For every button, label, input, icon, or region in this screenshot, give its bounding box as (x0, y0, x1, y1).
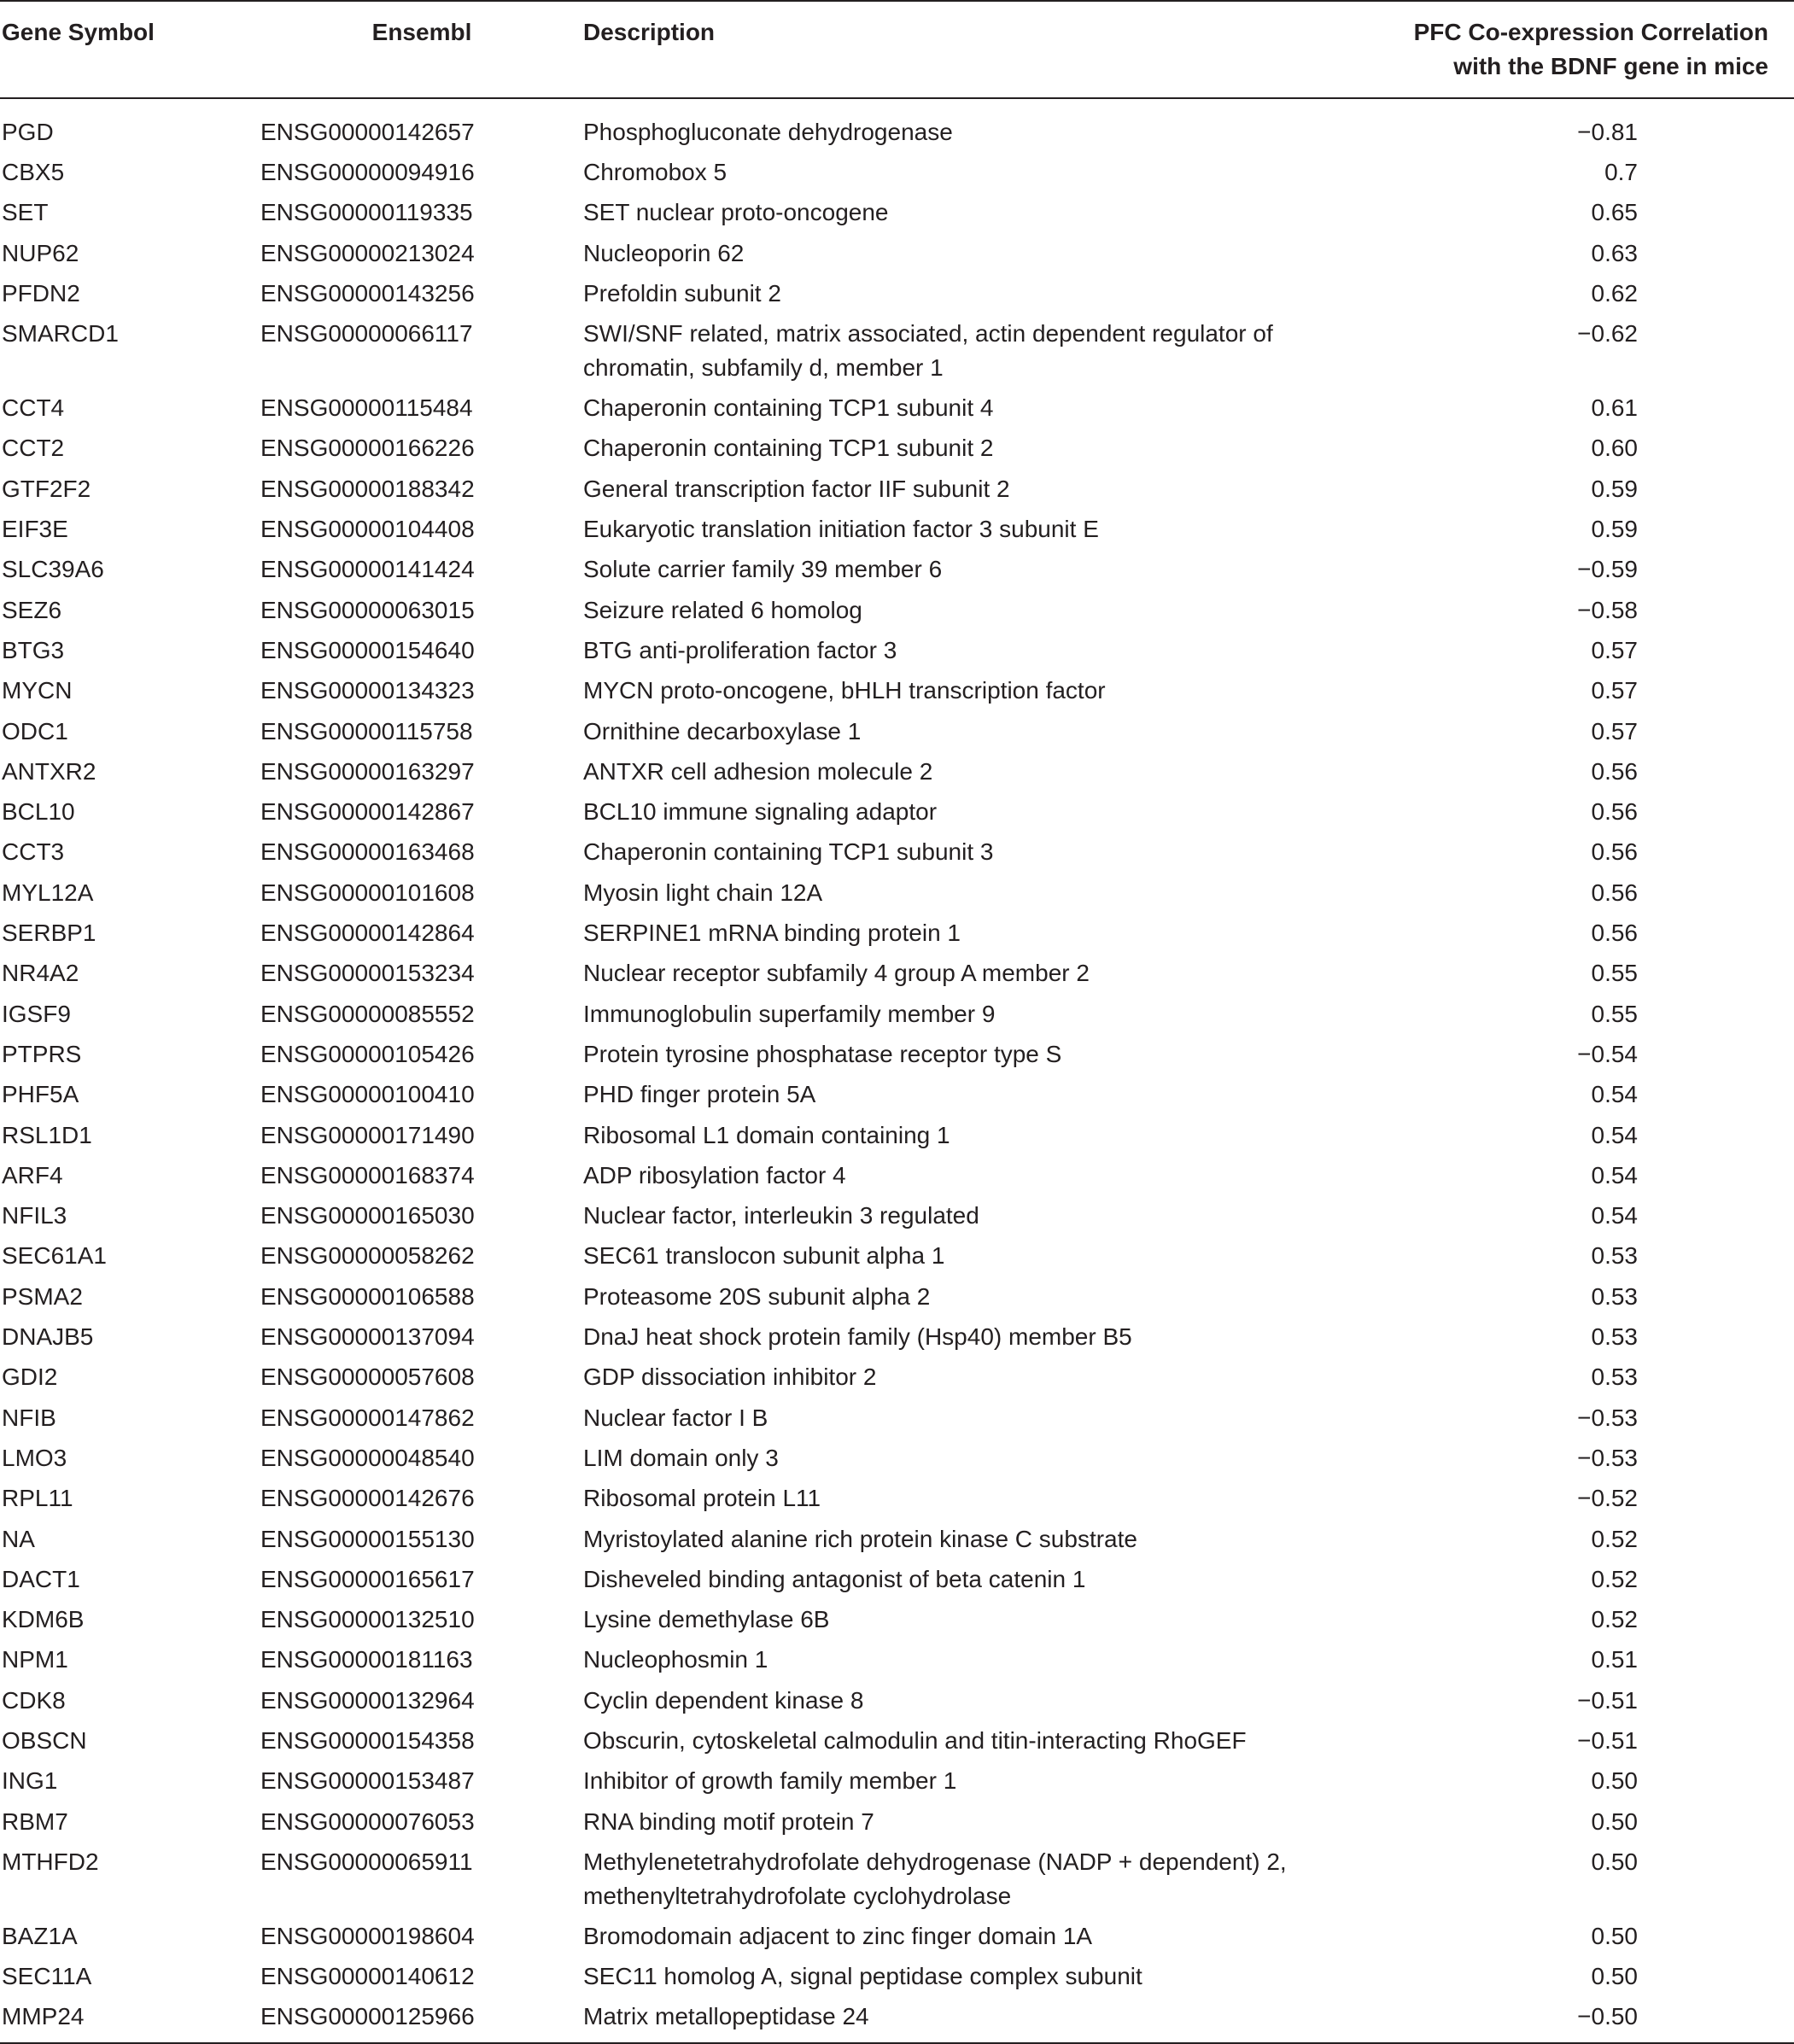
ensembl-cell: ENSG00000188342 (260, 475, 475, 502)
description-cell: Nucleophosmin 1 (583, 1646, 768, 1673)
ensembl-cell: ENSG00000134323 (260, 677, 475, 704)
table-row (0, 1193, 1794, 1233)
table-row (0, 1556, 1794, 1597)
description-cell: Methylenetetrahydrofolate dehydrogenase (NADP + dependent) 2, methenyltetrahydrofolate cyclohydrolase (583, 1848, 1287, 1909)
ensembl-cell: ENSG00000100410 (260, 1081, 475, 1108)
description-cell: Bromodomain adjacent to zinc finger domain 1A (583, 1922, 1093, 1949)
description-cell: Myristoylated alanine rich protein kinase C substrate (583, 1525, 1137, 1552)
description-cell: Nuclear factor I B (583, 1404, 768, 1431)
description-cell: MYCN proto-oncogene, bHLH transcription factor (583, 677, 1106, 704)
table-row (0, 385, 1794, 425)
gene-symbol-cell: LMO3 (2, 1444, 67, 1471)
correlation-cell: 0.55 (1591, 960, 1638, 987)
gene-symbol-cell: BTG3 (2, 636, 65, 663)
gene-symbol-cell: IGSF9 (2, 1000, 71, 1027)
gene-symbol-cell: SEC61A1 (2, 1242, 107, 1270)
gene-symbol-cell: SMARCD1 (2, 320, 119, 347)
ensembl-cell: ENSG00000166226 (260, 435, 475, 462)
ensembl-cell: ENSG00000142867 (260, 798, 475, 826)
correlation-cell: 0.60 (1591, 435, 1638, 462)
correlation-cell: 0.53 (1591, 1323, 1638, 1351)
correlation-cell: 0.56 (1591, 757, 1638, 785)
table-row (0, 1799, 1794, 1839)
correlation-cell: −0.51 (1577, 1726, 1638, 1754)
gene-symbol-cell: SEC11A (2, 1963, 92, 1990)
gene-symbol-cell: NA (2, 1525, 35, 1552)
correlation-cell: 0.52 (1591, 1606, 1638, 1633)
correlation-cell: 0.52 (1591, 1565, 1638, 1592)
header-correlation-line2: with the BDNF gene in mice (1453, 53, 1768, 79)
ensembl-cell: ENSG00000132510 (260, 1606, 475, 1633)
table-row (0, 1839, 1794, 1913)
table-header (0, 1, 1794, 98)
description-cell: Phosphogluconate dehydrogenase (583, 119, 953, 145)
description-cell: Ribosomal L1 domain containing 1 (583, 1121, 950, 1148)
correlation-cell: 0.63 (1591, 239, 1638, 266)
description-cell: Solute carrier family 39 member 6 (583, 556, 943, 583)
table-row (0, 1475, 1794, 1515)
ensembl-cell: ENSG00000213024 (260, 239, 475, 266)
ensembl-cell: ENSG00000155130 (260, 1525, 475, 1552)
correlation-cell: 0.59 (1591, 475, 1638, 502)
ensembl-cell: ENSG00000163297 (260, 757, 475, 785)
correlation-cell: −0.54 (1577, 1040, 1638, 1067)
table-row (0, 709, 1794, 749)
correlation-cell: 0.54 (1591, 1121, 1638, 1148)
description-cell: SEC61 translocon subunit alpha 1 (583, 1242, 945, 1270)
correlation-cell: 0.50 (1591, 1807, 1638, 1835)
header-correlation (1381, 1, 1794, 98)
ensembl-cell: ENSG00000163468 (260, 838, 475, 866)
correlation-cell: 0.53 (1591, 1242, 1638, 1270)
correlation-cell: 0.56 (1591, 920, 1638, 947)
description-cell: Chaperonin containing TCP1 subunit 3 (583, 838, 994, 866)
correlation-cell: 0.53 (1591, 1282, 1638, 1310)
ensembl-cell: ENSG00000048540 (260, 1444, 475, 1471)
description-cell: Inhibitor of growth family member 1 (583, 1767, 957, 1795)
description-cell: Obscurin, cytoskeletal calmodulin and titin-interacting RhoGEF (583, 1726, 1247, 1754)
gene-symbol-cell: ARF4 (2, 1161, 63, 1188)
correlation-cell: −0.81 (1577, 119, 1638, 145)
correlation-cell: 0.62 (1591, 279, 1638, 307)
description-cell: PHD finger protein 5A (583, 1081, 816, 1108)
ensembl-cell: ENSG00000140612 (260, 1963, 475, 1990)
ensembl-cell: ENSG00000057608 (260, 1364, 475, 1391)
header-gene-symbol: Gene Symbol (2, 19, 155, 45)
table-row (0, 1913, 1794, 1953)
gene-symbol-cell: CDK8 (2, 1686, 66, 1714)
description-cell: Matrix metallopeptidase 24 (583, 2003, 869, 2030)
gene-symbol-cell: NR4A2 (2, 960, 79, 987)
ensembl-cell: ENSG00000065911 (260, 1848, 473, 1875)
gene-symbol-cell: ODC1 (2, 717, 68, 745)
description-cell: DnaJ heat shock protein family (Hsp40) member B5 (583, 1323, 1132, 1351)
table-body (0, 98, 1794, 2043)
gene-symbol-cell: EIF3E (2, 516, 68, 543)
gene-symbol-cell: CCT2 (2, 435, 65, 462)
gene-symbol-cell: ING1 (2, 1767, 58, 1795)
description-cell: BCL10 immune signaling adaptor (583, 798, 938, 826)
table-row (0, 1994, 1794, 2043)
correlation-cell: 0.50 (1591, 1767, 1638, 1795)
table-row (0, 1153, 1794, 1193)
description-cell: Myosin light chain 12A (583, 879, 823, 906)
table-row (0, 1637, 1794, 1677)
table-row (0, 991, 1794, 1031)
description-cell: SWI/SNF related, matrix associated, actin dependent regulator of chromatin, subfamily d, member 1 (583, 320, 1273, 382)
correlation-cell: 0.57 (1591, 677, 1638, 704)
table-row (0, 231, 1794, 271)
ensembl-cell: ENSG00000154358 (260, 1726, 475, 1754)
table-row (0, 1395, 1794, 1435)
table-row (0, 1113, 1794, 1153)
description-cell: Nuclear receptor subfamily 4 group A member 2 (583, 960, 1090, 987)
gene-symbol-cell: NFIB (2, 1404, 56, 1431)
gene-symbol-cell: MTHFD2 (2, 1848, 99, 1875)
table-row (0, 466, 1794, 506)
ensembl-cell: ENSG00000132964 (260, 1686, 475, 1714)
ensembl-cell: ENSG00000058262 (260, 1242, 475, 1270)
ensembl-cell: ENSG00000115758 (260, 717, 473, 745)
correlation-cell: 0.59 (1591, 516, 1638, 543)
ensembl-cell: ENSG00000085552 (260, 1000, 475, 1027)
description-cell: General transcription factor IIF subunit 2 (583, 475, 1010, 502)
ensembl-cell: ENSG00000154640 (260, 636, 475, 663)
gene-symbol-cell: SERBP1 (2, 920, 96, 947)
description-cell: Lysine demethylase 6B (583, 1606, 830, 1633)
description-cell: LIM domain only 3 (583, 1444, 779, 1471)
header-correlation-line1: PFC Co-expression Correlation (1413, 19, 1768, 45)
table-row (0, 1274, 1794, 1314)
table-row (0, 506, 1794, 546)
description-cell: SEC11 homolog A, signal peptidase complex subunit (583, 1963, 1142, 1990)
ensembl-cell: ENSG00000142864 (260, 920, 475, 947)
correlation-cell: −0.59 (1577, 556, 1638, 583)
description-cell: GDP dissociation inhibitor 2 (583, 1364, 877, 1391)
ensembl-cell: ENSG00000101608 (260, 879, 475, 906)
gene-symbol-cell: NUP62 (2, 239, 79, 266)
ensembl-cell: ENSG00000063015 (260, 596, 475, 623)
correlation-cell: 0.54 (1591, 1081, 1638, 1108)
table-row (0, 546, 1794, 587)
header-ensembl: Ensembl (371, 19, 472, 45)
correlation-cell: 0.56 (1591, 879, 1638, 906)
description-cell: SERPINE1 mRNA binding protein 1 (583, 920, 961, 947)
gene-symbol-cell: NFIL3 (2, 1202, 67, 1229)
table-row (0, 425, 1794, 465)
correlation-cell: −0.50 (1577, 2003, 1638, 2030)
description-cell: Eukaryotic translation initiation factor 3 subunit E (583, 516, 1099, 543)
table-row (0, 1354, 1794, 1394)
table-row (0, 1435, 1794, 1475)
correlation-cell: 0.51 (1591, 1646, 1638, 1673)
description-cell: RNA binding motif protein 7 (583, 1807, 874, 1835)
gene-symbol-cell: GDI2 (2, 1364, 58, 1391)
ensembl-cell: ENSG00000105426 (260, 1040, 475, 1067)
header-row (0, 1, 1794, 98)
ensembl-cell: ENSG00000153234 (260, 960, 475, 987)
ensembl-cell: ENSG00000181163 (260, 1646, 473, 1673)
table-row (0, 1718, 1794, 1758)
ensembl-cell: ENSG00000066117 (260, 320, 473, 347)
gene-symbol-cell: RPL11 (2, 1485, 73, 1512)
ensembl-cell: ENSG00000171490 (260, 1121, 475, 1148)
correlation-cell: 0.61 (1591, 394, 1638, 422)
gene-symbol-cell: SEZ6 (2, 596, 62, 623)
gene-symbol-cell: NPM1 (2, 1646, 68, 1673)
correlation-cell: 0.50 (1591, 1848, 1638, 1875)
correlation-cell: 0.50 (1591, 1963, 1638, 1990)
table-row (0, 587, 1794, 628)
gene-symbol-cell: PGD (2, 119, 54, 145)
ensembl-cell: ENSG00000165617 (260, 1565, 475, 1592)
ensembl-cell: ENSG00000141424 (260, 556, 475, 583)
description-cell: Cyclin dependent kinase 8 (583, 1686, 864, 1714)
correlation-cell: 0.54 (1591, 1202, 1638, 1229)
description-cell: ADP ribosylation factor 4 (583, 1161, 846, 1188)
gene-symbol-cell: MYL12A (2, 879, 94, 906)
gene-symbol-cell: DACT1 (2, 1565, 80, 1592)
ensembl-cell: ENSG00000165030 (260, 1202, 475, 1229)
correlation-cell: 0.56 (1591, 838, 1638, 866)
correlation-cell: 0.65 (1591, 199, 1638, 226)
gene-symbol-cell: SET (2, 199, 49, 226)
ensembl-cell: ENSG00000142676 (260, 1485, 475, 1512)
table-row (0, 1233, 1794, 1273)
description-cell: Seizure related 6 homolog (583, 596, 862, 623)
description-cell: Chaperonin containing TCP1 subunit 2 (583, 435, 994, 462)
description-cell: Prefoldin subunit 2 (583, 279, 781, 307)
gene-symbol-cell: PFDN2 (2, 279, 80, 307)
correlation-cell: 0.54 (1591, 1161, 1638, 1188)
ensembl-cell: ENSG00000198604 (260, 1922, 475, 1949)
correlation-cell: 0.53 (1591, 1364, 1638, 1391)
description-cell: Nucleoporin 62 (583, 239, 745, 266)
gene-symbol-cell: CBX5 (2, 159, 65, 185)
description-cell: Proteasome 20S subunit alpha 2 (583, 1282, 931, 1310)
correlation-cell: 0.57 (1591, 717, 1638, 745)
table-row (0, 98, 1794, 149)
ensembl-cell: ENSG00000119335 (260, 199, 473, 226)
table-row (0, 749, 1794, 789)
gene-symbol-cell: MYCN (2, 677, 73, 704)
correlation-cell: −0.58 (1577, 596, 1638, 623)
correlation-cell: −0.53 (1577, 1444, 1638, 1471)
ensembl-cell: ENSG00000076053 (260, 1807, 475, 1835)
table-row (0, 870, 1794, 910)
table-row (0, 668, 1794, 708)
correlation-cell: −0.52 (1577, 1485, 1638, 1512)
table-row (0, 628, 1794, 668)
description-cell: BTG anti-proliferation factor 3 (583, 636, 897, 663)
description-cell: ANTXR cell adhesion molecule 2 (583, 757, 933, 785)
ensembl-cell: ENSG00000106588 (260, 1282, 475, 1310)
table-row (0, 311, 1794, 385)
correlation-cell: −0.62 (1577, 320, 1638, 347)
correlation-cell: −0.53 (1577, 1404, 1638, 1431)
correlation-cell: 0.55 (1591, 1000, 1638, 1027)
gene-symbol-cell: CCT4 (2, 394, 65, 422)
gene-symbol-cell: BAZ1A (2, 1922, 78, 1949)
ensembl-cell: ENSG00000143256 (260, 279, 475, 307)
description-cell: Chromobox 5 (583, 159, 728, 185)
correlation-cell: −0.51 (1577, 1686, 1638, 1714)
description-cell: Ornithine decarboxylase 1 (583, 717, 862, 745)
description-cell: Nuclear factor, interleukin 3 regulated (583, 1202, 979, 1229)
gene-symbol-cell: CCT3 (2, 838, 65, 866)
gene-symbol-cell: RBM7 (2, 1807, 68, 1835)
table-row (0, 190, 1794, 230)
description-cell: Chaperonin containing TCP1 subunit 4 (583, 394, 994, 422)
gene-symbol-cell: MMP24 (2, 2003, 85, 2030)
table-row (0, 1678, 1794, 1718)
ensembl-cell: ENSG00000125966 (260, 2003, 475, 2030)
gene-symbol-cell: GTF2F2 (2, 475, 91, 502)
ensembl-cell: ENSG00000115484 (260, 394, 473, 422)
table-row (0, 950, 1794, 990)
ensembl-cell: ENSG00000104408 (260, 516, 475, 543)
table-row (0, 149, 1794, 190)
table-row (0, 829, 1794, 869)
gene-symbol-cell: BCL10 (2, 798, 75, 826)
correlation-cell: 0.56 (1591, 798, 1638, 826)
table-row (0, 1516, 1794, 1556)
ensembl-cell: ENSG00000147862 (260, 1404, 475, 1431)
correlation-cell: 0.50 (1591, 1922, 1638, 1949)
ensembl-cell: ENSG00000137094 (260, 1323, 475, 1351)
table-row (0, 1953, 1794, 1994)
correlation-cell: 0.7 (1604, 159, 1638, 185)
header-description: Description (583, 19, 716, 45)
table-row (0, 1758, 1794, 1798)
gene-symbol-cell: PTPRS (2, 1040, 82, 1067)
ensembl-cell: ENSG00000168374 (260, 1161, 475, 1188)
description-cell: Ribosomal protein L11 (583, 1485, 821, 1512)
ensembl-cell: ENSG00000142657 (260, 119, 475, 145)
table-row (0, 1072, 1794, 1112)
description-cell: SET nuclear proto-oncogene (583, 199, 889, 226)
description-cell: Immunoglobulin superfamily member 9 (583, 1000, 996, 1027)
gene-symbol-cell: OBSCN (2, 1726, 87, 1754)
table-row (0, 910, 1794, 950)
correlation-cell: 0.57 (1591, 636, 1638, 663)
gene-symbol-cell: PHF5A (2, 1081, 79, 1108)
gene-symbol-cell: DNAJB5 (2, 1323, 94, 1351)
gene-symbol-cell: KDM6B (2, 1606, 85, 1633)
gene-symbol-cell: ANTXR2 (2, 757, 96, 785)
table-row (0, 789, 1794, 829)
description-cell: Protein tyrosine phosphatase receptor type S (583, 1040, 1062, 1067)
gene-symbol-cell: RSL1D1 (2, 1121, 92, 1148)
ensembl-cell: ENSG00000094916 (260, 159, 475, 185)
gene-symbol-cell: SLC39A6 (2, 556, 104, 583)
table-row (0, 1597, 1794, 1637)
table-row (0, 271, 1794, 311)
ensembl-cell: ENSG00000153487 (260, 1767, 475, 1795)
table-row (0, 1031, 1794, 1072)
gene-symbol-cell: PSMA2 (2, 1282, 83, 1310)
table-row (0, 1314, 1794, 1354)
correlation-cell: 0.52 (1591, 1525, 1638, 1552)
description-cell: Disheveled binding antagonist of beta catenin 1 (583, 1565, 1086, 1592)
